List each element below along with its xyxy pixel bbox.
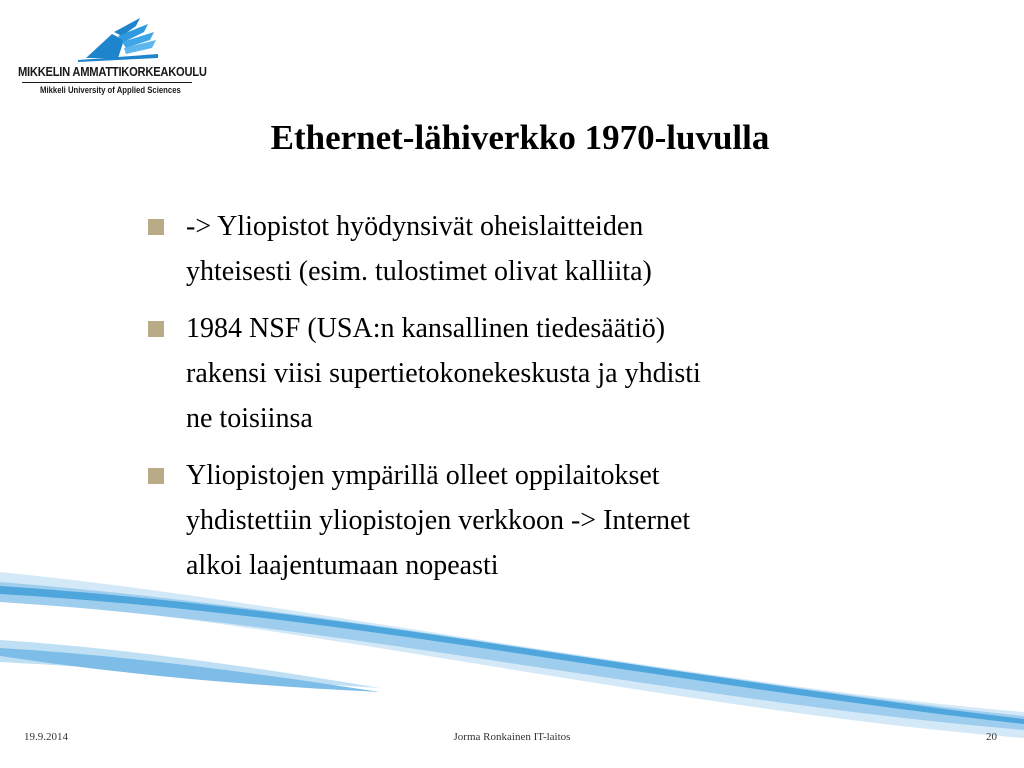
slide-title: Ethernet-lähiverkko 1970-luvulla: [270, 118, 770, 157]
logo-divider: [22, 82, 192, 83]
logo-mark-icon: [78, 14, 158, 62]
footer-date: 19.9.2014: [24, 731, 68, 743]
bullet-item: [148, 204, 908, 294]
bullet-text-line: -> Yliopistot hyödynsivät oheislaitteiden: [186, 211, 644, 242]
logo-subtitle: Mikkeli University of Applied Sciences: [40, 85, 181, 95]
bullet-item: [148, 453, 908, 588]
bullet-text-line: ne toisiinsa: [186, 403, 313, 434]
square-bullet-icon: [148, 219, 164, 235]
square-bullet-icon: [148, 468, 164, 484]
bullet-text-line: yhdistettiin yliopistojen verkkoon -> Internet: [186, 505, 691, 536]
bullet-text-line: 1984 NSF (USA:n kansallinen tiedesäätiö): [186, 313, 666, 344]
institution-logo: [18, 14, 208, 100]
footer-page-number: 20: [986, 731, 997, 743]
bullet-text-line: alkoi laajentumaan nopeasti: [186, 550, 499, 581]
bullet-item: [148, 306, 908, 441]
bullet-list: [148, 204, 908, 600]
bullet-text-line: yhteisesti (esim. tulostimet olivat kalliita): [186, 256, 652, 287]
bullet-text-line: Yliopistojen ympärillä olleet oppilaitokset: [186, 460, 660, 491]
square-bullet-icon: [148, 321, 164, 337]
footer-author: Jorma Ronkainen IT-laitos: [453, 731, 571, 743]
bullet-text-line: rakensi viisi supertietokonekeskusta ja yhdisti: [186, 358, 701, 389]
wave-band-lower-left-line: [0, 648, 380, 692]
logo-name: MIKKELIN AMMATTIKORKEAKOULU: [18, 64, 207, 79]
